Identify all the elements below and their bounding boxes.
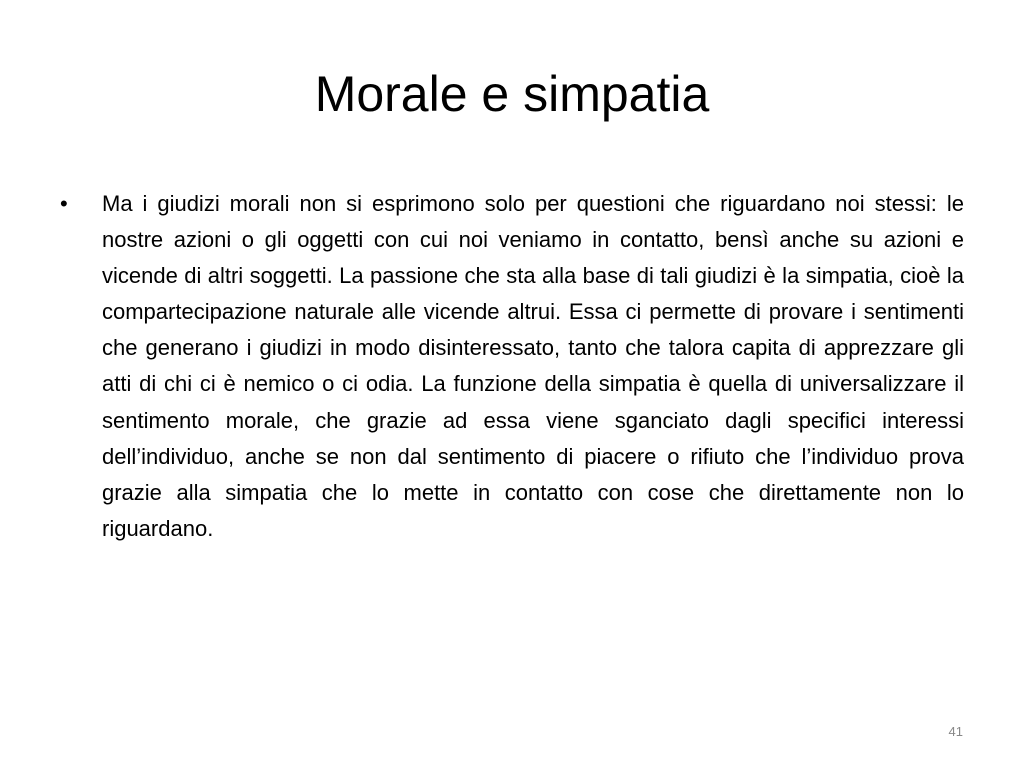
slide-title: Morale e simpatia bbox=[314, 66, 710, 122]
bullet-item bbox=[60, 186, 964, 547]
bullet-list bbox=[60, 186, 964, 547]
bullet-text: Ma i giudizi morali non si esprimono solo per questioni che riguardano noi stessi: le nostre azioni o gli oggetti con cui noi veniamo in contatto, bensì anche su azioni e vicende di altri soggetti. La passione che sta alla base di tali giudizi è la simpatia, cioè la compartecipazione naturale alle vicende altrui. Essa ci permette di provare i sentimenti che generano i giudizi in modo disinteressato, tanto che talora capita di apprezzare gli atti di chi ci è nemico o ci odia. La funzione della simpatia è quella di universalizzare il sentimento morale, che grazie ad essa viene sganciato dagli specifici interessi dell’individuo, anche se non dal sentimento di piacere o rifiuto che l’individuo prova grazie alla simpatia che lo mette in contatto con cose che direttamente non lo riguardano. bbox=[102, 191, 964, 541]
bullet-marker: • bbox=[60, 191, 68, 216]
slide-number: 41 bbox=[948, 724, 963, 739]
